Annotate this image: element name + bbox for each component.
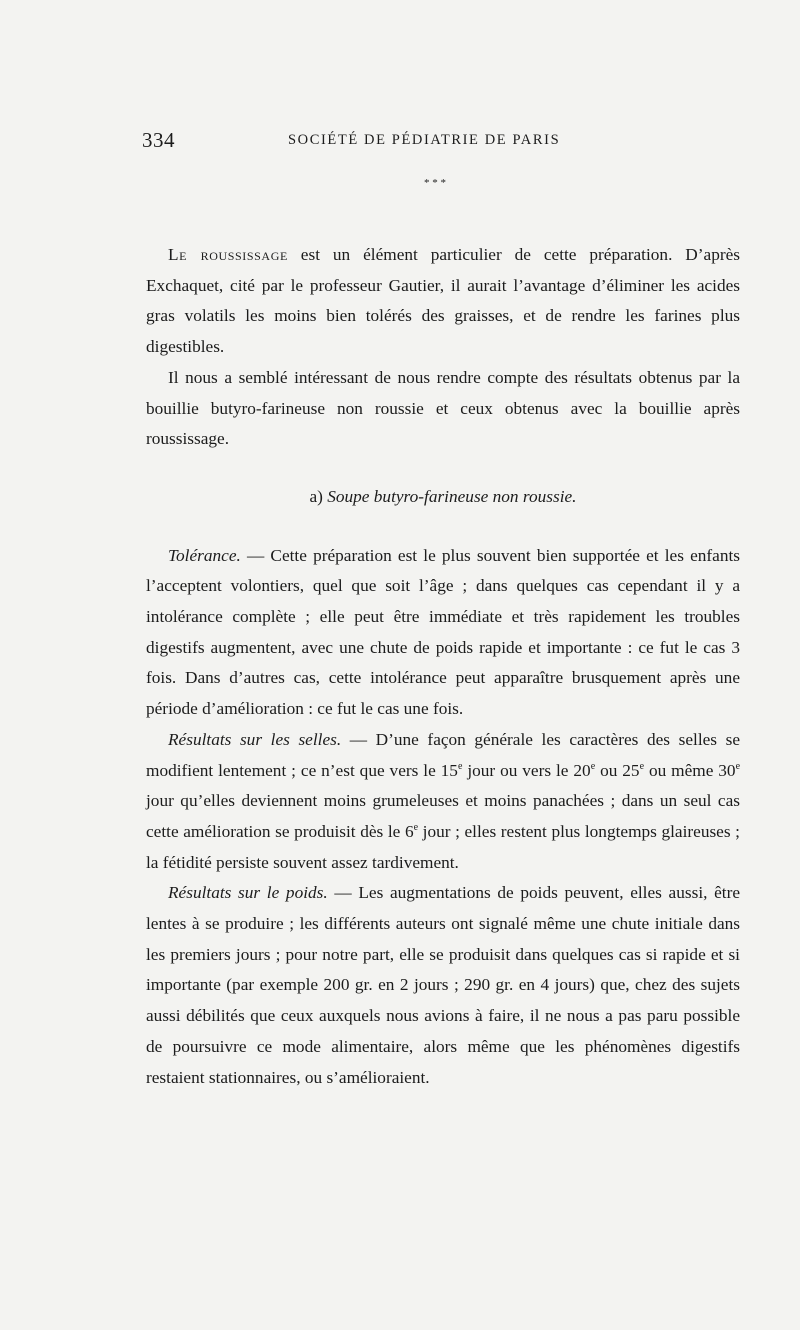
section-heading — [146, 482, 740, 513]
paragraph-selles — [146, 725, 740, 879]
lead-term: Tolérance. — [168, 545, 241, 565]
paragraph-text: — D’une façon générale les caractères des selles se modifient lentement ; ce n’est que vers le 15 — [146, 729, 741, 780]
superscript: e — [590, 760, 596, 772]
paragraph-text: jour qu’elles deviennent moins grumeleuses et moins panachées ; dans un seul cas cette amélioration se produisit dès le 6 — [146, 791, 740, 841]
paragraph-comparison: Il nous a semblé intéressant de nous rendre compte des résultats obtenus par la bouillie butyro-farineuse non roussie et ceux obtenus avec la bouillie après roussissage. — [146, 367, 740, 449]
paragraph-text: ou même 30 — [644, 760, 736, 780]
asterism-separator: * * * — [424, 177, 446, 189]
page-number: 334 — [142, 128, 175, 152]
section-title: Soupe butyro-farineuse non roussie. — [327, 486, 577, 506]
paragraph-tolerance — [146, 541, 740, 725]
paragraph-text: jour ou vers le 20 — [462, 760, 591, 780]
paragraph-text: jour ; elles restent plus longtemps glaireuses ; la fétidité persiste souvent assez tardivement. — [146, 821, 740, 872]
body-text — [146, 240, 740, 1093]
superscript: e — [413, 822, 419, 834]
superscript: e — [735, 760, 741, 772]
paragraph-text: est un élément particulier de cette préparation. D’après Exchaquet, cité par le professeur Gautier, il aurait l’avantage d’éliminer les acides gras volatils les moins bien tolérés des graisses, et de rendre les farines plus digestibles. — [146, 245, 740, 357]
paragraph-text: ou 25 — [595, 760, 640, 780]
paragraph-text: — Les augmentations de poids peuvent, elles aussi, être lentes à se produire ; les différents auteurs ont signalé même une chute initiale dans les premiers jours ; pour notre part, elle se produisit dans quelques cas si rapide et si importante (par exemple 200 gr. en 2 jours ; 290 gr. en 4 jours) que, chez des sujets aussi débilités que ceux auxquels nous avions à faire, il ne nous a pas paru possible de poursuivre ce mode alimentaire, alors même que les phénomènes digestifs restaient stationnaires, ou s’amélioraient. — [146, 883, 741, 1087]
superscript: e — [639, 760, 645, 772]
section-label: a) — [309, 486, 323, 506]
lead-term: Résultats sur les selles. — [168, 729, 342, 749]
paragraph-poids — [146, 878, 740, 1093]
lead-term: Résultats sur le poids. — [168, 883, 328, 903]
superscript: e — [457, 760, 463, 772]
lead-term: Le roussissage — [168, 245, 288, 264]
paragraph-text: — Cette préparation est le plus souvent bien supportée et les enfants l’acceptent volontiers, quel que soit l’âge ; dans quelques cas cependant il y a intolérance complète ; elle peut être immédiate et très rapidement les troubles digestifs augmentent, avec une chute de poids rapide et importante : ce fut le cas 3 fois. Dans d’autres cas, cette intolérance peut apparaître brusquement après une période d’amélioration : ce fut le cas une fois. — [146, 545, 740, 719]
running-head: SOCIÉTÉ DE PÉDIATRIE DE PARIS — [288, 132, 561, 148]
paragraph-roussissage — [146, 240, 740, 363]
page-header — [142, 128, 662, 158]
